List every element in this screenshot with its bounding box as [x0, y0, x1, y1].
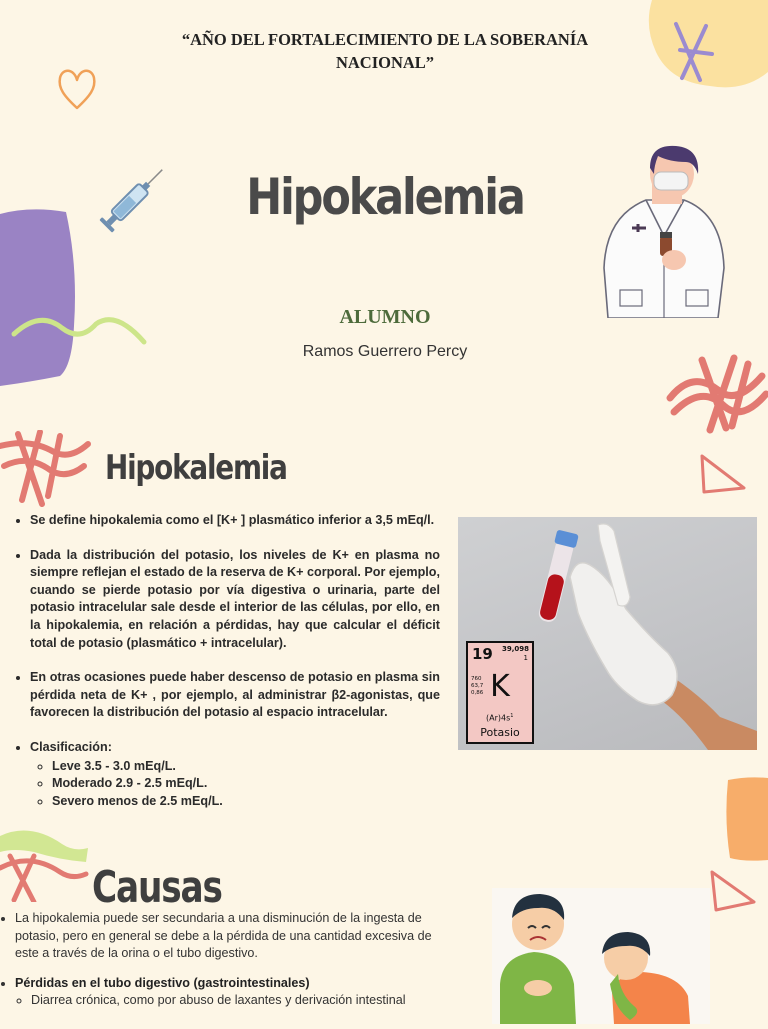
- student-name: Ramos Guerrero Percy: [302, 343, 468, 360]
- coral-scribble-left-decoration: [0, 430, 92, 508]
- coral-scribble-decoration: [662, 350, 768, 434]
- triangle-icon-2: [704, 866, 760, 916]
- atomic-number: 19: [472, 645, 493, 663]
- element-symbol: K: [490, 669, 510, 704]
- sick-children-illustration: [492, 888, 710, 1024]
- element-shells: 760 63,7 0,86: [471, 676, 484, 696]
- causes-list: [0, 910, 446, 1022]
- atomic-mass-sub: 1: [523, 654, 528, 662]
- atomic-mass: 39,098: [501, 645, 529, 653]
- causes-subtitle: Pérdidas en el tubo digestivo (gastrointestinales): [15, 975, 310, 990]
- list-item: • En otras ocasiones puede haber descenso de potasio en plasma sin pérdida neta de K+ , por ejemplo, al administrar β2-agonistas, que favorecen la distribución del potasio al espacio intracelular.: [30, 669, 440, 722]
- list-item: • Dada la distribución del potasio, los niveles de K+ en plasma no siempre reflejan el estado de la reserva de K+ corporal. Por ejemplo, cuando se pierde potasio por vía digestiva o urinaria, parte del potasio intracelular sale desde el interior de las células, por ello, en la hipokalemia, en relación a pérdidas, hay que calcular el déficit total de potasio (plasmático + intracelular).: [30, 547, 440, 653]
- yellow-blob-decoration: [640, 0, 768, 92]
- classification-item: ◦ Severo menos de 2.5 mEq/L.: [52, 793, 440, 811]
- potassium-element-card: [466, 641, 534, 744]
- section-title-hipokalemia: Hipokalemia: [105, 448, 287, 488]
- cover-title: Hipokalemia: [246, 168, 524, 226]
- classification-label: Clasificación:: [30, 739, 112, 754]
- national-motto: “AÑO DEL FORTALECIMIENTO DE LA SOBERANÍA NACIONAL”: [181, 30, 589, 72]
- definition-list: [14, 512, 440, 827]
- section-title-causas: Causas: [92, 862, 222, 913]
- electron-config: $(Ar)4s^1$: [486, 713, 514, 723]
- classification-item: ◦ Leve 3.5 - 3.0 mEq/L.: [52, 758, 440, 776]
- triangle-icon: [694, 450, 750, 498]
- element-name: Potasio: [480, 726, 520, 739]
- list-item-classification: [30, 739, 440, 810]
- list-item: [15, 975, 446, 1010]
- student-label: ALUMNO: [339, 306, 431, 328]
- purple-blob-decoration: [0, 206, 150, 388]
- list-item: • Se define hipokalemia como el [K+ ] plasmático inferior a 3,5 mEq/l.: [30, 512, 440, 530]
- green-coral-scribble-decoration: [0, 822, 90, 902]
- heart-icon: [54, 60, 100, 112]
- orange-square-decoration: [724, 776, 768, 862]
- doctor-illustration: [598, 140, 730, 318]
- causes-sub-item: ◦ Diarrea crónica, como por abuso de laxantes y derivación intestinal: [31, 992, 446, 1010]
- classification-item: ◦ Moderado 2.9 - 2.5 mEq/L.: [52, 775, 440, 793]
- list-item: • La hipokalemia puede ser secundaria a una disminución de la ingesta de potasio, pero en general se debe a la pérdida de una cantidad excesiva de este a través de la orina o el tubo digestivo.: [15, 910, 446, 963]
